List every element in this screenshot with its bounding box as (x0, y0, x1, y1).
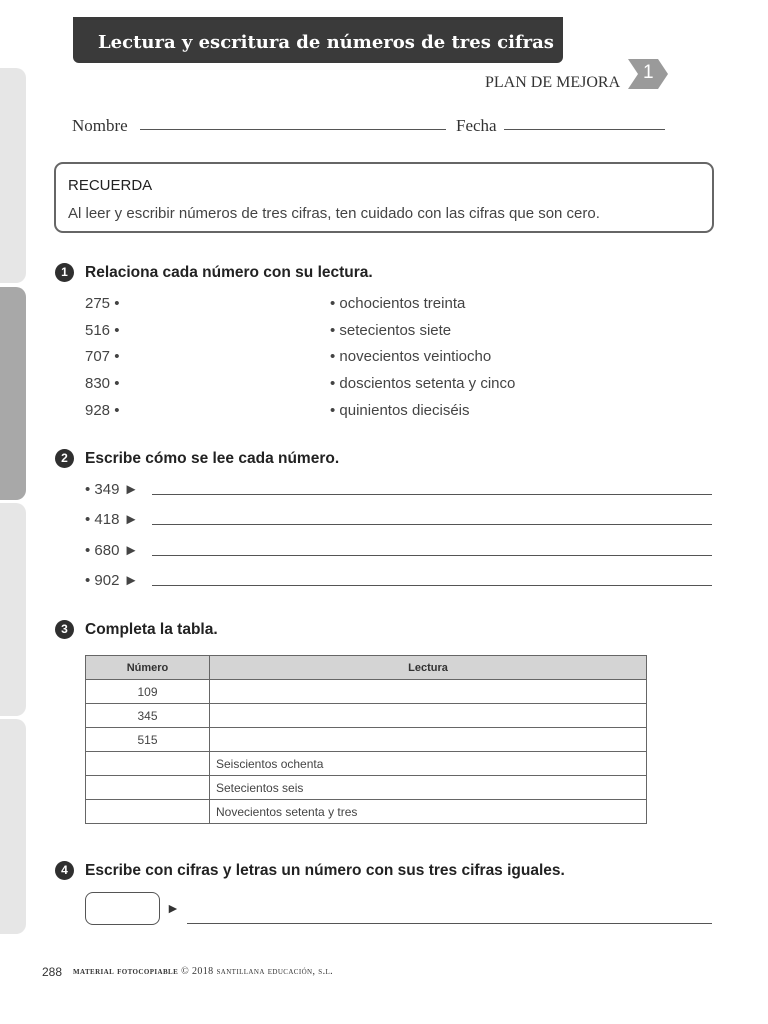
match-reading[interactable]: • ochocientos treinta (330, 295, 466, 312)
match-number[interactable]: 516 • (85, 322, 120, 339)
match-reading[interactable]: • novecientos veintiocho (330, 348, 492, 365)
recuerda-title: RECUERDA (68, 177, 153, 194)
table-row (86, 800, 647, 824)
match-reading[interactable]: • setecientos siete (330, 322, 452, 339)
table-header-row (86, 656, 647, 680)
recuerda-box (54, 162, 714, 233)
write-answer-line[interactable] (152, 494, 712, 495)
exercise-3-title: Completa la tabla. (85, 621, 218, 638)
title-bar (73, 17, 563, 63)
match-number[interactable]: 830 • (85, 375, 120, 392)
side-tab (0, 68, 26, 283)
write-item-label: • 680 ► (85, 542, 139, 559)
match-number[interactable]: 275 • (85, 295, 120, 312)
exercise-number-1: 1 (55, 263, 74, 282)
recuerda-text: Al leer y escribir números de tres cifras, ten cuidado con las cifras que son cero. (68, 205, 600, 222)
table-cell-lectura[interactable] (210, 704, 647, 728)
write-item-label: • 418 ► (85, 511, 139, 528)
words-answer-line[interactable] (187, 923, 712, 924)
exercise-2-title: Escribe cómo se lee cada número. (85, 450, 340, 467)
write-answer-line[interactable] (152, 555, 712, 556)
side-tab-active (0, 287, 26, 500)
table-cell-lectura: Setecientos seis (210, 776, 647, 800)
exercise-number-4: 4 (55, 861, 74, 880)
table-row (86, 704, 647, 728)
exercise-4-title: Escribe con cifras y letras un número con sus tres cifras iguales. (85, 862, 565, 879)
write-answer-line[interactable] (152, 524, 712, 525)
table-row (86, 752, 647, 776)
table-cell-numero: 345 (86, 704, 210, 728)
page-number: 288 (42, 965, 63, 979)
column-header-lectura: Lectura (210, 656, 647, 680)
table-cell-numero: 109 (86, 680, 210, 704)
match-number[interactable]: 928 • (85, 402, 120, 419)
table-cell-lectura[interactable] (210, 680, 647, 704)
table-cell-numero[interactable] (86, 776, 210, 800)
table-row (86, 728, 647, 752)
table-cell-lectura: Novecientos setenta y tres (210, 800, 647, 824)
match-number[interactable]: 707 • (85, 348, 120, 365)
fecha-field[interactable] (504, 129, 665, 130)
table-cell-numero[interactable] (86, 800, 210, 824)
footer-label: material fotocopiable (73, 966, 179, 977)
table-cell-numero[interactable] (86, 752, 210, 776)
plan-number: 1 (643, 62, 654, 83)
exercise-1-title: Relaciona cada número con su lectura. (85, 264, 373, 281)
write-item-label: • 349 ► (85, 481, 139, 498)
column-header-numero: Número (86, 656, 210, 680)
page-title: Lectura y escritura de números de tres cifras (98, 32, 554, 53)
side-tab (0, 503, 26, 716)
digits-answer-box[interactable] (85, 892, 160, 925)
footer-copyright (73, 966, 333, 977)
table-cell-lectura: Seiscientos ochenta (210, 752, 647, 776)
match-reading[interactable]: • quinientos dieciséis (330, 402, 470, 419)
nombre-label: Nombre (72, 116, 128, 135)
footer-copyright-text: © 2018 santillana educación, s.l. (181, 966, 334, 977)
match-reading[interactable]: • doscientos setenta y cinco (330, 375, 516, 392)
write-item-label: • 902 ► (85, 572, 139, 589)
plan-label: PLAN DE MEJORA (485, 74, 621, 91)
exercise-number-3: 3 (55, 620, 74, 639)
write-answer-line[interactable] (152, 585, 712, 586)
exercise-number-2: 2 (55, 449, 74, 468)
fecha-label: Fecha (456, 116, 497, 135)
table-row (86, 680, 647, 704)
arrow-icon: ► (166, 900, 180, 916)
table-cell-lectura[interactable] (210, 728, 647, 752)
side-tab (0, 719, 26, 934)
table-cell-numero: 515 (86, 728, 210, 752)
nombre-field[interactable] (140, 129, 446, 130)
reading-table (85, 655, 647, 824)
table-row (86, 776, 647, 800)
